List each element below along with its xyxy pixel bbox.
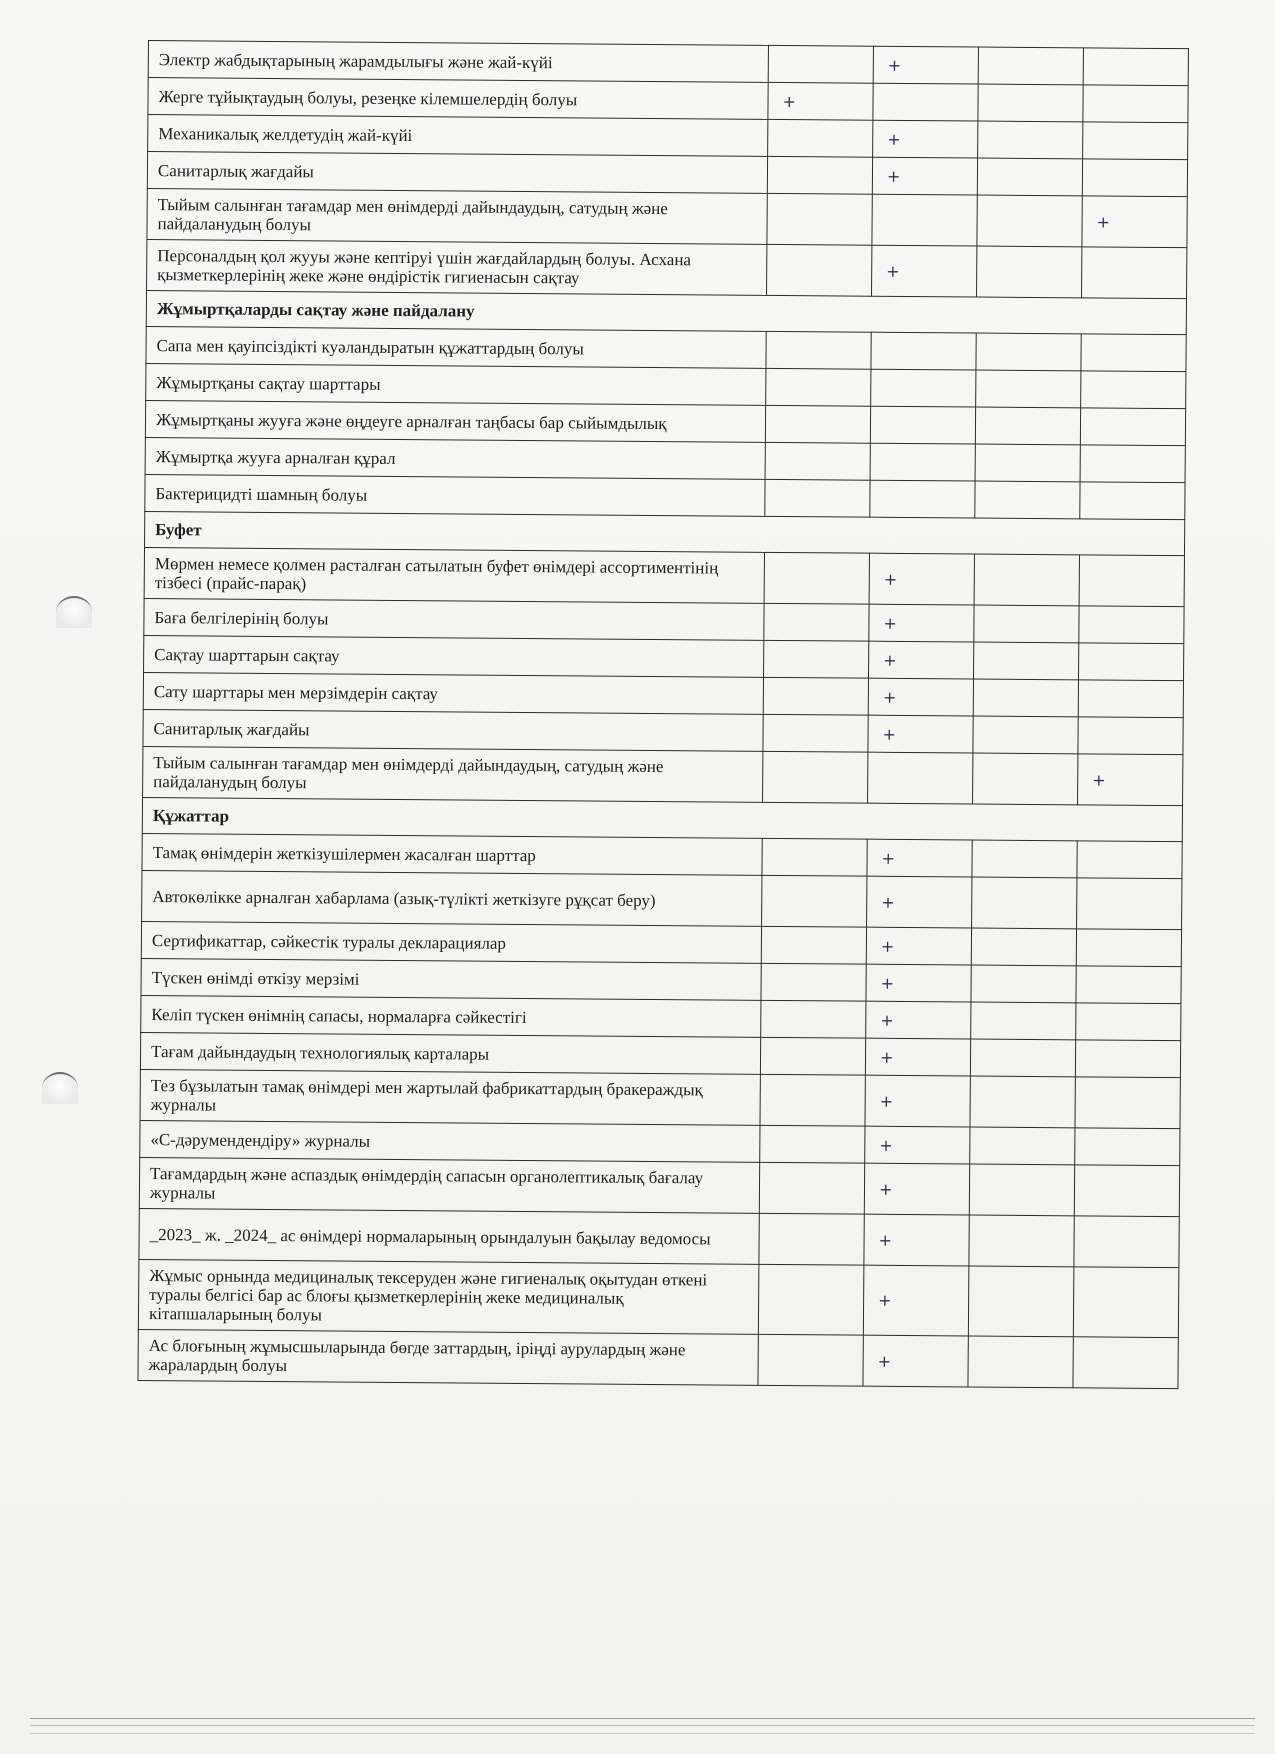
mark-cell-col-1 [767, 193, 872, 245]
mark-cell-col-1 [763, 714, 868, 752]
mark-cell-col-1 [765, 405, 870, 443]
mark-cell-col-1 [759, 1162, 864, 1214]
criterion-text: Тамақ өнімдерін жеткізушілермен жасалған шарттар [142, 833, 762, 875]
criterion-text: Баға белгілерінің болуы [144, 598, 764, 640]
mark-cell-col-2: + [873, 120, 978, 158]
mark-cell-col-4 [1075, 1040, 1180, 1078]
mark-cell-col-4 [1076, 1003, 1181, 1041]
checklist-row [147, 239, 1187, 298]
mark-cell-col-2: + [866, 964, 971, 1002]
mark-cell-col-3 [974, 554, 1079, 606]
mark-cell-col-4 [1080, 445, 1185, 483]
mark-cell-col-4 [1083, 85, 1188, 123]
mark-cell-col-4 [1081, 334, 1186, 372]
criterion-text: Бактерицидті шамның болуы [145, 474, 765, 516]
criterion-text: Персоналдың қол жууы және кептіруі үшін жағдайлардың болуы. Асхана қызметкерлерінің жеке және өндірістік гигиенасын сақтау [147, 239, 767, 295]
mark-cell-col-2: + [864, 1163, 969, 1215]
mark-cell-col-3 [977, 246, 1082, 298]
checklist-row [139, 1157, 1179, 1216]
criterion-text: Түскен өнімді өткізу мерзімі [141, 958, 761, 1000]
criterion-text: Сапа мен қауіпсіздікті куәландыратын құжаттардың болуы [146, 326, 766, 368]
mark-cell-col-4 [1081, 371, 1186, 409]
scan-edge-line [30, 1718, 1255, 1719]
mark-cell-col-4 [1073, 1337, 1178, 1389]
criterion-text: Ас блоғының жұмысшыларында бөгде заттардың, іріңді аурулардың және жаралардың болуы [138, 1329, 758, 1385]
criterion-text: «С-дәрумендендіру» журналы [140, 1120, 760, 1162]
mark-cell-col-3 [976, 370, 1081, 408]
mark-cell-col-1 [768, 45, 873, 83]
mark-cell-col-2 [870, 406, 975, 444]
mark-cell-col-1 [762, 838, 867, 876]
mark-cell-col-1 [759, 1213, 864, 1265]
mark-cell-col-3 [978, 121, 1083, 159]
mark-cell-col-3 [970, 1127, 1075, 1165]
mark-cell-col-4 [1080, 408, 1185, 446]
criterion-text: Санитарлық жағдайы [147, 152, 767, 194]
mark-cell-col-3 [974, 605, 1079, 643]
mark-cell-col-3 [978, 84, 1083, 122]
criterion-text: Жұмыртқа жууға арналған құрал [145, 437, 765, 479]
mark-cell-col-4 [1083, 122, 1188, 160]
mark-cell-col-3 [969, 1215, 1074, 1267]
checklist-row [143, 746, 1183, 805]
mark-cell-col-1 [760, 1074, 865, 1126]
criterion-text: Автокөлікке арналған хабарлама (азық-түлікті жеткізуге рұқсат беру) [142, 870, 762, 926]
checklist-row [142, 870, 1182, 929]
mark-cell-col-4 [1075, 1128, 1180, 1166]
mark-cell-col-2: + [863, 1265, 969, 1336]
mark-cell-col-1 [766, 331, 871, 369]
mark-cell-col-3 [971, 928, 1076, 966]
mark-cell-col-4 [1077, 878, 1182, 930]
mark-cell-col-4 [1075, 1077, 1180, 1129]
mark-cell-col-1 [764, 640, 869, 678]
mark-cell-col-2 [871, 332, 976, 370]
criterion-text: Сертификаттар, сәйкестік туралы декларациялар [141, 921, 761, 963]
criterion-text: Сақтау шарттарын сақтау [144, 635, 764, 677]
criterion-text: _2023_ ж. _2024_ ас өнімдері нормаларының орындалуын бақылау ведомосы [139, 1208, 759, 1264]
mark-cell-col-3 [978, 47, 1083, 85]
mark-cell-col-1 [767, 156, 872, 194]
checklist-row [140, 1069, 1180, 1128]
criterion-text: Санитарлық жағдайы [143, 709, 763, 751]
mark-cell-col-2: + [865, 1126, 970, 1164]
mark-cell-col-3 [971, 1002, 1076, 1040]
mark-cell-col-1 [768, 119, 873, 157]
checklist-row [138, 1329, 1178, 1388]
mark-cell-col-1 [761, 926, 866, 964]
checklist-row [139, 1208, 1179, 1267]
mark-cell-col-3 [968, 1266, 1074, 1337]
checklist-table-wrapper [137, 40, 1188, 1389]
scan-edge-line [30, 1733, 1255, 1734]
mark-cell-col-2: + [869, 641, 974, 679]
mark-cell-col-1 [767, 244, 872, 296]
mark-cell-col-4 [1080, 482, 1185, 520]
checklist-row [144, 547, 1184, 606]
mark-cell-col-1 [765, 479, 870, 517]
section-title: Жұмыртқаларды сақтау және пайдалану [146, 290, 1186, 334]
mark-cell-col-1 [758, 1264, 864, 1335]
mark-cell-col-2: + [867, 839, 972, 877]
mark-cell-col-2: + [863, 1335, 968, 1387]
mark-cell-col-1 [761, 963, 866, 1001]
mark-cell-col-4 [1078, 680, 1183, 718]
mark-cell-col-3 [972, 877, 1077, 929]
mark-cell-col-4 [1076, 929, 1181, 967]
section-title: Буфет [145, 511, 1185, 555]
mark-cell-col-3 [973, 716, 1078, 754]
checklist-table [137, 40, 1189, 1389]
mark-cell-col-2: + [869, 553, 974, 605]
mark-cell-col-3 [973, 753, 1078, 805]
mark-cell-col-4 [1083, 48, 1188, 86]
mark-cell-col-1 [762, 875, 867, 927]
scan-edge-line [30, 1725, 1255, 1726]
mark-cell-col-2: + [865, 1075, 970, 1127]
checklist-row [138, 1259, 1179, 1337]
mark-cell-col-4 [1082, 247, 1187, 299]
mark-cell-col-2 [871, 369, 976, 407]
mark-cell-col-1 [764, 552, 869, 604]
criterion-text: Сату шарттары мен мерзімдерін сақтау [143, 672, 763, 714]
criterion-text: Жұмыс орнында медициналық тексеруден және гигиеналық оқытудан өткені туралы белгісі бар ас блоғы қызметкерлерінің жеке медициналық кітапшаларының болуы [138, 1259, 759, 1334]
mark-cell-col-4 [1082, 159, 1187, 197]
mark-cell-col-2: + [865, 1038, 970, 1076]
mark-cell-col-4: + [1078, 754, 1183, 806]
mark-cell-col-3 [975, 407, 1080, 445]
mark-cell-col-2: + [868, 715, 973, 753]
criterion-text: Мөрмен немесе қолмен расталған сатылатын буфет өнімдері ассортиментінің тізбесі (прайс-парақ) [144, 547, 764, 603]
mark-cell-col-1: + [768, 82, 873, 120]
mark-cell-col-1 [760, 1037, 865, 1075]
criterion-text: Тағам дайындаудың технологиялық карталары [140, 1032, 760, 1074]
mark-cell-col-2: + [868, 678, 973, 716]
criterion-text: Жерге тұйықтаудың болуы, резеңке кілемшелердің болуы [148, 78, 768, 120]
mark-cell-col-4 [1078, 717, 1183, 755]
criterion-text: Тыйым салынған тағамдар мен өнімдерді дайындаудың, сатудың және пайдаланудың болуы [147, 188, 767, 244]
mark-cell-col-4 [1077, 841, 1182, 879]
mark-cell-col-2: + [867, 876, 972, 928]
criterion-text: Жұмыртқаны жууға және өңдеуге арналған таңбасы бар сыйымдылық [145, 400, 765, 442]
mark-cell-col-3 [970, 1039, 1075, 1077]
mark-cell-col-2: + [873, 46, 978, 84]
mark-cell-col-3 [976, 333, 1081, 371]
criterion-text: Тағамдардың және аспаздық өнімдердің сапасын органолептикалық бағалау журналы [139, 1157, 759, 1213]
mark-cell-col-2: + [866, 1001, 971, 1039]
mark-cell-col-1 [763, 677, 868, 715]
mark-cell-col-2 [873, 83, 978, 121]
mark-cell-col-3 [975, 444, 1080, 482]
mark-cell-col-4 [1076, 966, 1181, 1004]
mark-cell-col-3 [972, 840, 1077, 878]
mark-cell-col-4 [1079, 643, 1184, 681]
mark-cell-col-4: + [1082, 196, 1187, 248]
mark-cell-col-1 [760, 1125, 865, 1163]
criterion-text: Жұмыртқаны сақтау шарттары [146, 363, 766, 405]
criterion-text: Механикалық желдетудің жай-күйі [148, 115, 768, 157]
criterion-text: Тез бұзылатын тамақ өнімдері мен жартылай фабрикаттардың бракераждық журналы [140, 1069, 760, 1125]
mark-cell-col-2: + [872, 245, 977, 297]
mark-cell-col-2: + [866, 927, 971, 965]
section-title: Құжаттар [142, 797, 1182, 841]
mark-cell-col-4 [1079, 606, 1184, 644]
mark-cell-col-4 [1074, 1216, 1179, 1268]
mark-cell-col-3 [970, 1076, 1075, 1128]
checklist-body [138, 41, 1188, 1389]
mark-cell-col-1 [758, 1334, 863, 1386]
mark-cell-col-2: + [864, 1214, 969, 1266]
mark-cell-col-1 [765, 442, 870, 480]
mark-cell-col-1 [761, 1000, 866, 1038]
mark-cell-col-3 [968, 1336, 1073, 1388]
mark-cell-col-3 [977, 195, 1082, 247]
mark-cell-col-1 [764, 603, 869, 641]
mark-cell-col-3 [974, 642, 1079, 680]
mark-cell-col-3 [969, 1164, 1074, 1216]
mark-cell-col-3 [977, 158, 1082, 196]
mark-cell-col-4 [1073, 1267, 1179, 1338]
punch-hole-top [56, 596, 92, 628]
mark-cell-col-3 [973, 679, 1078, 717]
mark-cell-col-3 [975, 481, 1080, 519]
mark-cell-col-1 [766, 368, 871, 406]
mark-cell-col-4 [1074, 1165, 1179, 1217]
mark-cell-col-4 [1079, 555, 1184, 607]
criterion-text: Электр жабдықтарының жарамдылығы және жай-күйі [148, 41, 768, 83]
mark-cell-col-2 [870, 443, 975, 481]
checklist-row [147, 188, 1187, 247]
mark-cell-col-2: + [872, 157, 977, 195]
mark-cell-col-2 [870, 480, 975, 518]
criterion-text: Тыйым салынған тағамдар мен өнімдерді дайындаудың, сатудың және пайдаланудың болуы [143, 746, 763, 802]
punch-hole-bottom [42, 1072, 78, 1104]
mark-cell-col-2 [872, 194, 977, 246]
mark-cell-col-2 [868, 752, 973, 804]
mark-cell-col-3 [971, 965, 1076, 1003]
mark-cell-col-1 [763, 751, 868, 803]
mark-cell-col-2: + [869, 604, 974, 642]
criterion-text: Келіп түскен өнімнің сапасы, нормаларға сәйкестігі [141, 995, 761, 1037]
